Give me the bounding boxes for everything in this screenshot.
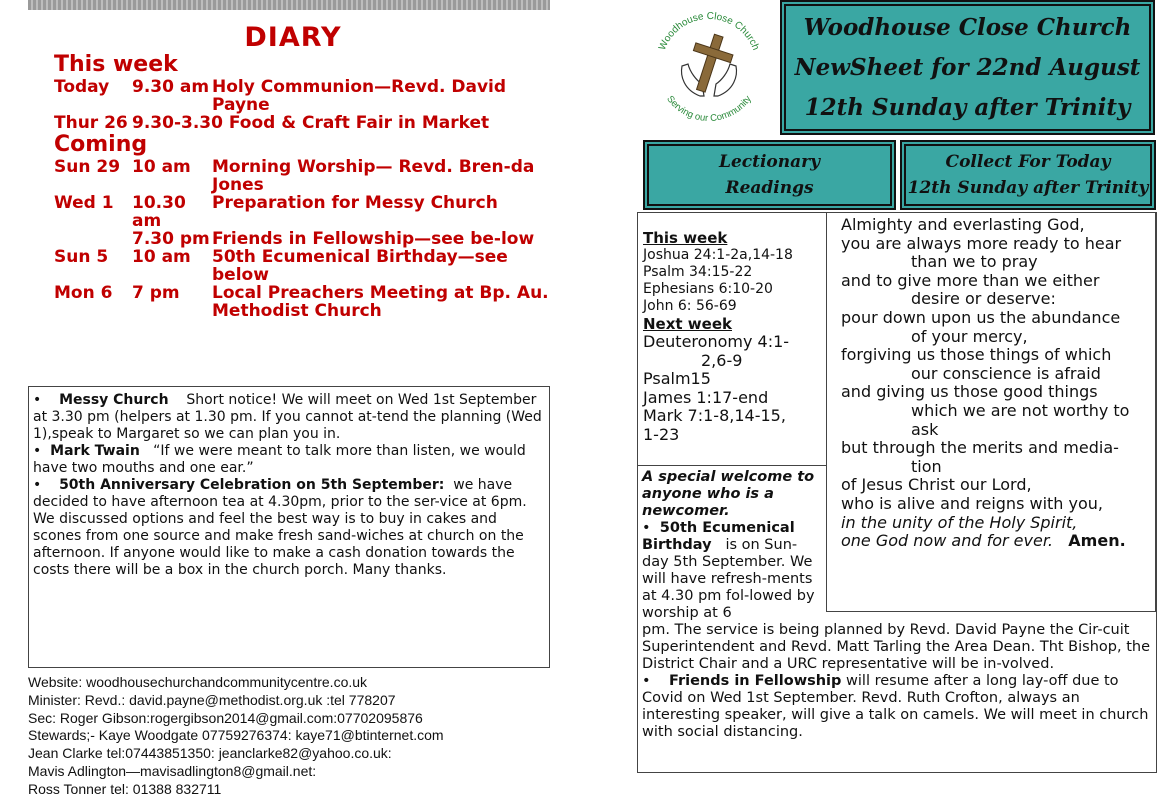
fellowship-notice: • Friends in Fellowship will resume after a long lay-off due to Covid on Wed 1st September. Revd. Ruth Crofton, always an interesting speaker, will give a talk on camels. We will meet in church with social distancing. bbox=[642, 673, 1149, 740]
ecumenical-notice: • 50th Ecumenical Birthday is on Sun-day 5th September. We will have refresh-ments at 4.30 pm fol-lowed by worship at 6 bbox=[642, 520, 815, 621]
diary-time: 9.30 am bbox=[132, 77, 210, 97]
notice-anniversary: • 50th Anniversary Celebration on 5th September: we have decided to have afternoon tea at 4.30pm, prior to the ser-vice at 6pm. We discussed options and feel the best way is to buy in cakes and scones from one source and make fresh sand-wiches at church on the afternoon. If anyone would like to make a cash donation towards the costs there will be a box in the church porch. Many thanks. bbox=[33, 477, 527, 578]
this-week-label: This week bbox=[643, 229, 728, 247]
reading: James 1:17-end bbox=[643, 387, 769, 407]
diary-day: Today bbox=[54, 77, 110, 97]
collect-heading-2: 12th Sunday after Trinity bbox=[907, 178, 1149, 198]
diary-event: 50th Ecumenical Birthday—see below bbox=[212, 247, 508, 285]
collect-text bbox=[827, 213, 1155, 551]
reading: Ephesians 6:10-20 bbox=[643, 281, 773, 297]
reading: Psalm 34:15-22 bbox=[643, 264, 753, 280]
cross-in-hands-icon bbox=[644, 4, 774, 132]
church-logo bbox=[644, 4, 774, 132]
diary-event: Food & Craft Fair in Market bbox=[228, 113, 490, 133]
coming-heading: Coming bbox=[54, 132, 148, 157]
logo-bottom-text: Serving our Community bbox=[664, 93, 754, 125]
diary-day: Mon 6 bbox=[54, 283, 113, 303]
welcome-continued bbox=[642, 622, 1152, 741]
diary-title: DIARY bbox=[244, 22, 342, 53]
diary-day: Thur 26 bbox=[54, 113, 128, 133]
reading: 2,6-9 bbox=[701, 350, 743, 370]
sunday-title: 12th Sunday after Trinity bbox=[804, 94, 1131, 121]
reading: John 6: 56-69 bbox=[643, 298, 737, 314]
collect-italic-line: one God now and for ever. bbox=[841, 531, 1054, 551]
collect-line: but through the merits and media- bbox=[841, 438, 1119, 458]
reading: Joshua 24:1-2a,14-18 bbox=[643, 247, 793, 263]
diary-row bbox=[54, 248, 554, 284]
notice-twain: • Mark Twain “If we were meant to talk more than listen, we would have two mouths and one ear.” bbox=[33, 443, 526, 476]
church-name: Woodhouse Close Church bbox=[803, 14, 1132, 41]
welcome-heading: A special welcome to anyone who is a newcomer. bbox=[642, 469, 815, 519]
newsheet-title-box bbox=[780, 0, 1155, 135]
notice-text: Short notice! We will meet on Wed 1st September at 3.30 pm (helpers at 1.30 pm. If you cannot at-tend the planning (Wed 1),speak to Margaret so we can plan you in. bbox=[33, 392, 542, 442]
diary-day: Sun 29 bbox=[54, 157, 121, 177]
next-week-label: Next week bbox=[643, 315, 732, 333]
collect-header bbox=[900, 140, 1156, 210]
diary-event: Holy Communion—Revd. David Payne bbox=[212, 77, 507, 115]
collect-line: tion bbox=[911, 456, 942, 476]
top-border-bar bbox=[28, 0, 550, 10]
diary-row bbox=[54, 284, 554, 320]
collect-line: forgiving us those things of which bbox=[841, 345, 1112, 365]
collect-box bbox=[826, 212, 1156, 612]
lectionary-heading-1: Lectionary bbox=[719, 152, 820, 172]
logo-top-text: Woodhouse Close Church bbox=[657, 10, 761, 53]
diary-day bbox=[54, 230, 132, 248]
diary-row bbox=[54, 78, 554, 114]
notice-messy: • Messy Church Short notice! We will meet on Wed 1st September at 3.30 pm (helpers at 1.30 pm. If you cannot at-tend the planning (Wed 1),speak to Margaret so we can plan you in. bbox=[33, 392, 542, 442]
lectionary-heading-2: Readings bbox=[725, 178, 814, 198]
collect-line: you are always more ready to hear bbox=[841, 233, 1122, 253]
diary-time: 10.30 am bbox=[132, 193, 186, 231]
contact-line: Stewards;- Kaye Woodgate 07759276374: kaye71@btinternet.com bbox=[28, 727, 444, 744]
fellowship-text: will resume after a long lay-off due to Covid on Wed 1st September. Revd. Ruth Crofton, always an interesting speaker, will give a talk on camels. We will meet in church with social distancing. bbox=[642, 673, 1149, 740]
diary-time: 10 am bbox=[132, 157, 191, 177]
ecumenical-text: is on Sun-day 5th September. We will have refresh-ments at 4.30 pm fol-lowed by worship at 6 bbox=[642, 537, 815, 621]
notice-text: “If we were meant to talk more than listen, we would have two mouths and one ear.” bbox=[33, 443, 526, 476]
diary-event: Preparation for Messy Church bbox=[212, 193, 498, 213]
notice-text: we have decided to have afternoon tea at 4.30pm, prior to the ser-vice at 6pm. We discussed options and feel the best way is to buy in cakes and scones from one source and make fresh sand-wiches at church on the afternoon. If anyone would like to make a cash donation towards the costs there will be a box in the church porch. Many thanks. bbox=[33, 477, 527, 578]
notice-title: Mark Twain bbox=[50, 443, 140, 459]
ecumenical-text-continued: pm. The service is being planned by Revd. David Payne the Cir-cuit Superintendent and Revd. Matt Tarling the Area Dean. Tht Bishop, the District Chair and a URC representative will be in-volved. bbox=[642, 622, 1150, 672]
reading: 1-23 bbox=[643, 424, 680, 444]
ecumenical-title: 50th Ecumenical Birthday bbox=[642, 520, 795, 553]
diary-event: Local Preachers Meeting at Bp. Au. Methodist Church bbox=[212, 283, 549, 321]
contact-list bbox=[28, 674, 548, 799]
collect-italic-line: in the unity of the Holy Spirit, bbox=[841, 512, 1078, 532]
collect-line: our conscience is afraid bbox=[911, 363, 1101, 383]
welcome-section bbox=[642, 469, 818, 622]
diary-time: 10 am bbox=[132, 247, 191, 267]
diary-time: 7 pm bbox=[132, 283, 180, 303]
collect-line: and to give more than we either bbox=[841, 270, 1100, 290]
lectionary-header bbox=[643, 140, 896, 210]
diary-row bbox=[54, 230, 554, 248]
notice-title: Messy Church bbox=[59, 392, 169, 408]
collect-amen: Amen. bbox=[1068, 531, 1126, 551]
notice-title: 50th Anniversary Celebration on 5th September: bbox=[59, 477, 445, 493]
this-week-heading: This week bbox=[54, 52, 178, 77]
reading: Mark 7:1-8,14-15, bbox=[643, 406, 786, 425]
collect-line: ask bbox=[911, 419, 939, 439]
collect-line: who is alive and reigns with you, bbox=[841, 493, 1103, 513]
collect-line: than we to pray bbox=[911, 252, 1038, 272]
contact-line: Ross Tonner tel: 01388 832711 bbox=[28, 780, 222, 797]
reading: Deuteronomy 4:1- bbox=[643, 332, 790, 351]
contact-line: Minister: Revd.: david.payne@methodist.org.uk :tel 778207 bbox=[28, 691, 396, 708]
diary-event: Morning Worship— Revd. Bren-da Jones bbox=[212, 157, 535, 195]
diary-event: Friends in Fellowship—see be-low bbox=[212, 229, 535, 249]
notices-box bbox=[28, 386, 550, 668]
contact-line: Sec: Roger Gibson:rogergibson2014@gmail.com:07702095876 bbox=[28, 709, 423, 726]
collect-line: Almighty and everlasting God, bbox=[841, 215, 1085, 234]
lectionary-box bbox=[637, 212, 827, 466]
contact-line: Jean Clarke tel:07443851350: jeanclarke82@yahoo.co.uk: bbox=[28, 745, 392, 762]
contact-line: Mavis Adlington—mavisadlington8@gmail.net: bbox=[28, 762, 317, 779]
reading: Psalm15 bbox=[643, 369, 711, 388]
collect-line: and giving us those good things bbox=[841, 382, 1098, 402]
newsheet-date: NewSheet for 22nd August bbox=[794, 54, 1141, 81]
diary-day: Sun 5 bbox=[54, 247, 109, 267]
diary-time: 7.30 pm bbox=[132, 229, 210, 249]
collect-line: of Jesus Christ our Lord, bbox=[841, 475, 1032, 495]
fellowship-title: Friends in Fellowship bbox=[669, 673, 842, 689]
diary-row bbox=[54, 194, 554, 230]
diary-row bbox=[54, 114, 554, 132]
collect-heading-1: Collect For Today bbox=[945, 152, 1111, 172]
collect-line: pour down upon us the abundance bbox=[841, 307, 1121, 327]
collect-line: which we are not worthy to bbox=[911, 400, 1130, 420]
diary-row bbox=[54, 158, 554, 194]
diary-list bbox=[54, 52, 554, 320]
collect-line: desire or deserve: bbox=[911, 289, 1056, 309]
diary-day: Wed 1 bbox=[54, 193, 114, 213]
collect-line: of your mercy, bbox=[911, 326, 1028, 346]
contact-line: Website: woodhousechurchandcommunitycentre.co.uk bbox=[28, 674, 368, 690]
diary-time: 9.30-3.30 bbox=[132, 113, 223, 133]
